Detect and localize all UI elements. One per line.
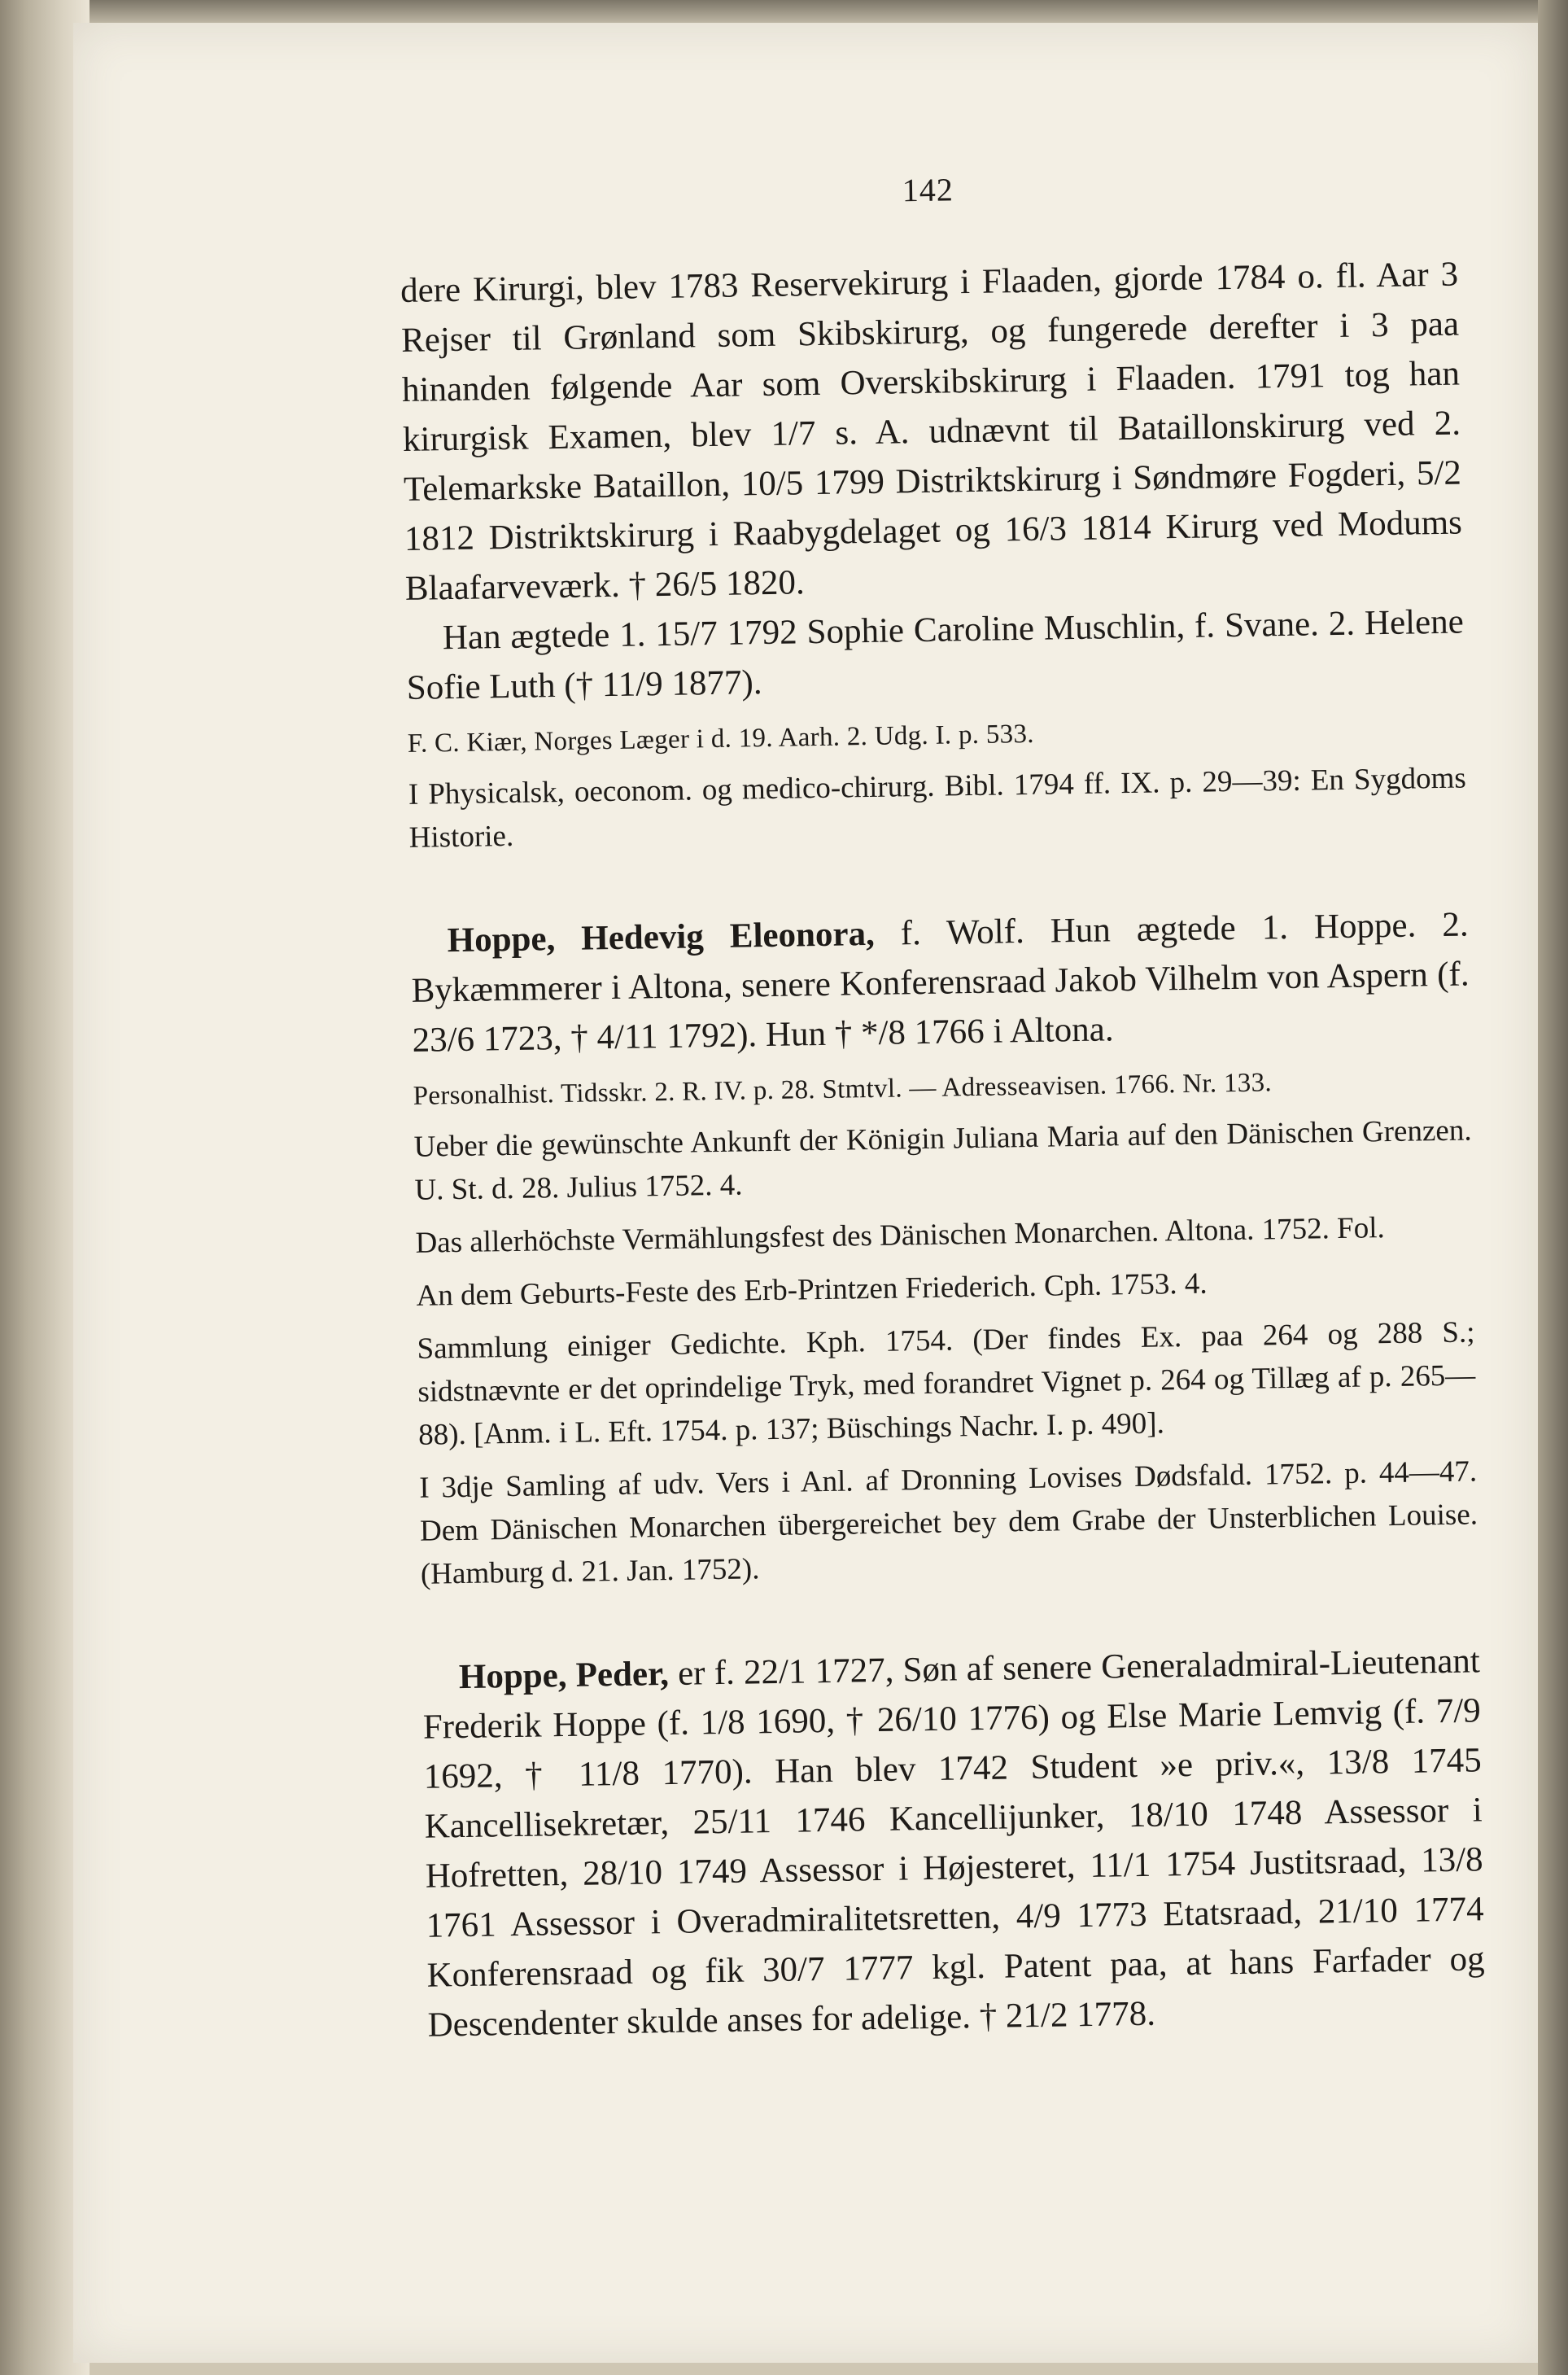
continuation-paragraph: dere Kirurgi, blev 1783 Reservekirurg i Flaaden, gjorde 1784 o. fl. Aar 3 Rejser til Grønland som Skibskirurg, og fungerede derefter i 3 paa hinanden følgende Aar som Overskibskirurg i Flaaden. 1791 tog han kirurgisk Examen, blev 1/7 s. A. udnævnt til Bataillonskirurg ved 2. Telemarkske Bataillon, 10/5 1799 Distriktskirurg i Søndmøre Fogderi, 5/2 1812 Distriktskirurg i Raabygdelaget og 16/3 1814 Kirurg ved Modums Blaafarveværk. † 26/5 1820. — [400, 255, 1463, 608]
entry-name: Hoppe, Peder, — [458, 1655, 670, 1697]
continuation-source: F. C. Kiær, Norges Læger i d. 19. Aarh. 2. Udg. I. p. 533. — [407, 719, 1035, 759]
entry-paragraph — [421, 1636, 1486, 2049]
page-content — [399, 163, 1486, 2050]
entry-paragraph — [410, 899, 1470, 1065]
entry-ref: I 3dje Samling af udv. Vers i Anl. af Dronning Lovises Dødsfald. 1752. p. 44—47. Dem Dänischen Monarchen übergereichet bey dem Grabe der Unsterblichen Louise. (Hamburg d. 21. Jan. 1752). — [418, 1454, 1478, 1591]
entry-hoppe-peder — [421, 1636, 1486, 2049]
entry-name: Hoppe, Hedevig Eleonora, — [447, 914, 876, 960]
entry-ref: Das allerhöchste Vermählungsfest des Dänischen Monarchen. Altona. 1752. Fol. — [415, 1211, 1385, 1260]
entry-source: Personalhist. Tidsskr. 2. R. IV. p. 28. Stmtvl. — Adresseavisen. 1766. Nr. 133. — [413, 1068, 1273, 1111]
entry-hoppe-hedevig — [410, 899, 1478, 1595]
entry-ref: Sammlung einiger Gedichte. Kph. 1754. (Der findes Ex. paa 264 og 288 S.; sidstnævnte er det oprindelige Tryk, med forandret Vignet p. 264 og Tillæg af p. 265—88). [Anm. i L. Eft. 1754. p. 137; Büschings Nachr. I. p. 490]. — [417, 1315, 1476, 1452]
scan-top-edge — [0, 0, 1568, 23]
page-number: 142 — [902, 171, 954, 209]
entry-body: f. Wolf. Hun ægtede 1. Hoppe. 2. Bykæmmerer i Altona, senere Konferensraad Jakob Vilhelm von Aspern (f. 23/6 1723, † 4/11 1792). Hun † */8 1766 i Altona. — [411, 905, 1470, 1060]
continuation-marriage: Han ægtede 1. 15/7 1792 Sophie Caroline Muschlin, f. Svane. 2. Helene Sofie Luth († 11/9 1877). — [406, 602, 1465, 707]
entry-body: er f. 22/1 1727, Søn af senere Generaladmiral-Lieutenant Frederik Hoppe (f. 1/8 1690, † 26/10 1776) og Else Marie Lemvig (f. 7/9 1692, † 11/8 1770). Han blev 1742 Student »e priv.«, 13/8 1745 Kancellisekretær, 25/11 1746 Kancellijunker, 18/10 1748 Assessor i Hofretten, 28/10 1749 Assessor i Højesteret, 11/1 1754 Justitsraad, 13/8 1761 Assessor i Overadmiralitetsretten, 4/9 1773 Etatsraad, 21/10 1774 Konferensraad og fik 30/7 1777 kgl. Patent paa, at hans Farfader og Descendenter skulde anses for adelige. † 21/2 1778. — [422, 1642, 1485, 2045]
scan-right-edge — [1538, 0, 1568, 2375]
entry-ref: An dem Geburts-Feste des Erb-Printzen Friederich. Cph. 1753. 4. — [416, 1266, 1208, 1313]
entry-ref: Ueber die gewünschte Ankunft der Königin Juliana Maria auf den Dänischen Grenzen. U. St. d. 28. Julius 1752. 4. — [413, 1113, 1472, 1207]
continuation-ref: I Physicalsk, oeconom. og medico-chirurg. Bibl. 1794 ff. IX. p. 29—39: En Sygdoms Historie. — [408, 761, 1467, 855]
